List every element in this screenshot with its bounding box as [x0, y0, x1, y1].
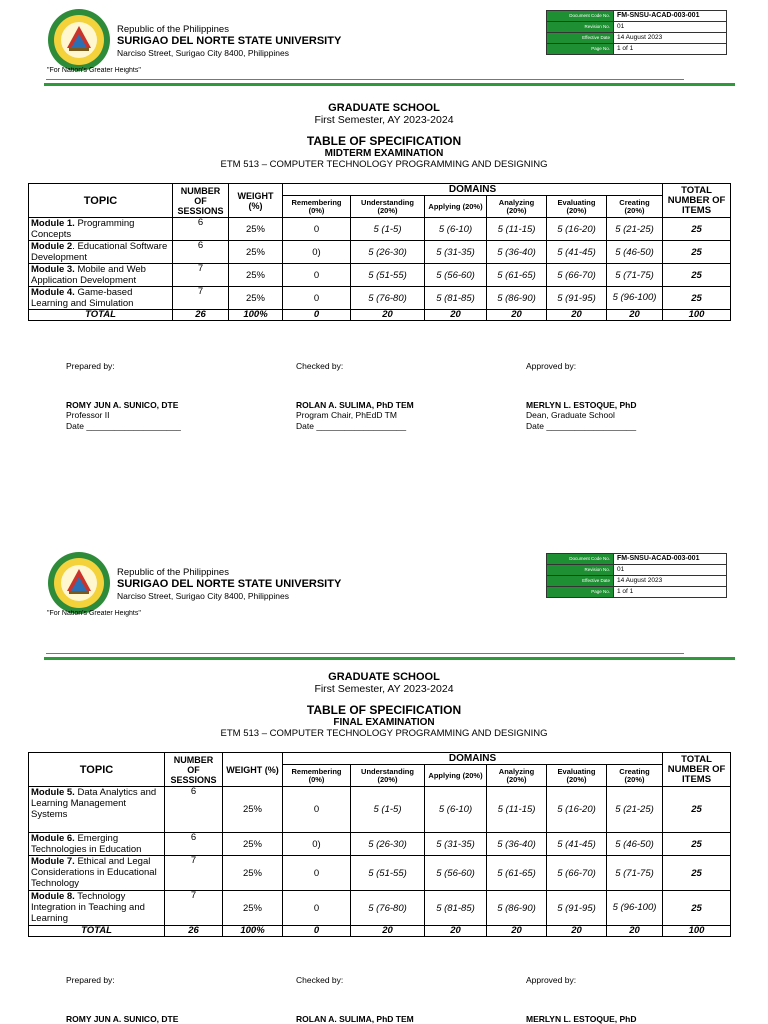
total-applying: 20: [425, 926, 487, 937]
remembering-cell: 0: [283, 287, 351, 310]
remembering-cell: 0: [283, 891, 351, 926]
doc-key: Document Code No.: [547, 554, 614, 565]
doc-key: Page No.: [547, 44, 614, 55]
creating-cell: 5 (21-25): [607, 787, 663, 833]
total-evaluating: 20: [547, 310, 607, 321]
signatory-title: Professor II: [66, 410, 110, 420]
document-info-box: [546, 10, 727, 55]
doc-value: FM-SNSU-ACAD-003-001: [614, 554, 727, 565]
weight-cell: 25%: [229, 218, 283, 241]
analyzing-cell: 5 (36-40): [487, 833, 547, 856]
sessions-cell: 7: [173, 264, 229, 287]
university-name: SURIGAO DEL NORTE STATE UNIVERSITY: [117, 578, 342, 590]
topic-header: TOPIC: [29, 753, 165, 787]
document-titles: [0, 671, 768, 740]
remembering-header: Remembering (0%): [283, 196, 351, 218]
evaluating-cell: 5 (41-45): [547, 833, 607, 856]
analyzing-cell: 5 (11-15): [487, 787, 547, 833]
topic-cell: [29, 856, 165, 891]
understanding-cell: 5 (51-55): [351, 856, 425, 891]
remembering-cell: 0: [283, 787, 351, 833]
applying-cell: 5 (81-85): [425, 891, 487, 926]
signatory-title: Program Chair, PhEdD TM: [296, 410, 397, 420]
university-motto: "For Nation's Greater Heights": [47, 610, 141, 617]
remembering-cell: 0: [283, 218, 351, 241]
signatory-label: Checked by:: [296, 975, 344, 985]
understanding-cell: 5 (26-30): [351, 241, 425, 264]
signatory-label: Approved by:: [526, 361, 577, 371]
evaluating-header: Evaluating (20%): [547, 196, 607, 218]
exam-title: MIDTERM EXAMINATION: [324, 148, 444, 159]
understanding-cell: 5 (51-55): [351, 264, 425, 287]
doc-key: Page No.: [547, 587, 614, 598]
module-label: Module 2: [31, 241, 73, 252]
university-header: [117, 567, 341, 601]
creating-cell: 5 (71-75): [607, 856, 663, 891]
analyzing-cell: 5 (61-65): [487, 856, 547, 891]
midterm-tos-table: [28, 183, 731, 321]
total-label: TOTAL: [29, 926, 165, 937]
weight-cell: 25%: [223, 833, 283, 856]
sessions-cell: 6: [165, 833, 223, 856]
module-topic: Technology Integration in Teaching and Learning: [31, 891, 145, 924]
exam-title: FINAL EXAMINATION: [333, 717, 435, 728]
header-divider: [46, 653, 684, 654]
total-cell: 25: [663, 218, 731, 241]
module-topic: Game-based Learning and Simulation: [31, 287, 134, 309]
signatory-approved: [526, 361, 637, 431]
tos-title: TABLE OF SPECIFICATION: [306, 134, 462, 148]
module-topic: Data Analytics and Learning Management Systems: [31, 787, 157, 820]
university-address: Narciso Street, Surigao City 8400, Philippines: [117, 48, 289, 58]
analyzing-cell: 5 (61-65): [487, 264, 547, 287]
table-row: [29, 787, 731, 833]
doc-key: Revision No.: [547, 565, 614, 576]
weight-cell: 25%: [223, 891, 283, 926]
understanding-cell: 5 (1-5): [351, 787, 425, 833]
module-label: Module 5.: [31, 787, 75, 798]
applying-cell: 5 (6-10): [425, 218, 487, 241]
total-weight: 100%: [229, 310, 283, 321]
header-divider: [46, 79, 684, 80]
sessions-cell: 6: [165, 787, 223, 833]
midterm-page: [0, 0, 768, 480]
table-row: [29, 833, 731, 856]
weight-cell: 25%: [223, 787, 283, 833]
creating-cell: 5 (96-100): [607, 891, 663, 926]
university-motto: "For Nation's Greater Heights": [47, 67, 141, 74]
applying-cell: 5 (56-60): [425, 264, 487, 287]
school-title: GRADUATE SCHOOL: [328, 102, 440, 114]
total-analyzing: 20: [487, 926, 547, 937]
signatory-checked: [296, 361, 414, 431]
final-tos-table: [28, 752, 731, 937]
total-evaluating: 20: [547, 926, 607, 937]
university-header: [117, 24, 341, 58]
module-topic: . Educational Software Development: [31, 241, 168, 263]
remembering-cell: 0: [283, 856, 351, 891]
signatory-name: ROLAN A. SULIMA, PhD TEM: [296, 1013, 414, 1024]
weight-header: WEIGHT (%): [223, 753, 283, 787]
total-cell: 25: [663, 787, 731, 833]
topic-cell: [29, 287, 173, 310]
module-label: Module 6.: [31, 833, 75, 844]
signatory-label: Prepared by:: [66, 975, 115, 985]
doc-key: Effective Date: [547, 576, 614, 587]
weight-cell: 25%: [229, 264, 283, 287]
header-green-rule: [44, 83, 735, 86]
applying-cell: 5 (6-10): [425, 787, 487, 833]
topic-header: TOPIC: [29, 184, 173, 218]
understanding-header: Understanding (20%): [351, 196, 425, 218]
doc-value: 1 of 1: [614, 44, 727, 55]
sessions-cell: 6: [173, 241, 229, 264]
total-remembering: 0: [283, 926, 351, 937]
signatory-label: Checked by:: [296, 361, 344, 371]
document-info-box: [546, 553, 727, 598]
remembering-cell: 0): [283, 833, 351, 856]
remembering-cell: 0: [283, 264, 351, 287]
signatory-name: MERLYN L. ESTOQUE, PhD: [526, 399, 637, 410]
republic-label: Republic of the Philippines: [117, 24, 229, 35]
doc-key: Revision No.: [547, 22, 614, 33]
course-title: ETM 513 – COMPUTER TECHNOLOGY PROGRAMMING AND DESIGNING: [220, 159, 548, 170]
total-applying: 20: [425, 310, 487, 321]
total-remembering: 0: [283, 310, 351, 321]
understanding-cell: 5 (76-80): [351, 287, 425, 310]
evaluating-cell: 5 (66-70): [547, 264, 607, 287]
creating-header: Creating (20%): [607, 765, 663, 787]
analyzing-cell: 5 (86-90): [487, 287, 547, 310]
evaluating-header: Evaluating (20%): [547, 765, 607, 787]
doc-value: 1 of 1: [614, 587, 727, 598]
semester-label: First Semester, AY 2023-2024: [314, 683, 454, 695]
signatory-label: Approved by:: [526, 975, 577, 985]
total-row: [29, 926, 731, 937]
weight-cell: 25%: [223, 856, 283, 891]
total-row: [29, 310, 731, 321]
table-row: [29, 264, 731, 287]
applying-cell: 5 (56-60): [425, 856, 487, 891]
total-items-header: TOTAL NUMBER OF ITEMS: [663, 753, 731, 787]
sessions-cell: 7: [165, 891, 223, 926]
total-label: TOTAL: [29, 310, 173, 321]
creating-cell: 5 (71-75): [607, 264, 663, 287]
analyzing-header: Analyzing (20%): [487, 196, 547, 218]
sessions-cell: 7: [165, 856, 223, 891]
module-label: Module 8.: [31, 891, 75, 902]
understanding-cell: 5 (26-30): [351, 833, 425, 856]
signatory-name: ROMY JUN A. SUNICO, DTE: [66, 399, 179, 410]
total-cell: 25: [663, 833, 731, 856]
evaluating-cell: 5 (41-45): [547, 241, 607, 264]
understanding-cell: 5 (76-80): [351, 891, 425, 926]
topic-cell: [29, 241, 173, 264]
creating-header: Creating (20%): [607, 196, 663, 218]
signatory-label: Prepared by:: [66, 361, 115, 371]
module-topic: Ethical and Legal Considerations in Educational Technology: [31, 856, 157, 889]
weight-cell: 25%: [229, 287, 283, 310]
header-green-rule: [44, 657, 735, 660]
module-label: Module 7.: [31, 856, 75, 867]
doc-value: 01: [614, 22, 727, 33]
signatory-date: Date ___________________: [526, 420, 637, 431]
total-creating: 20: [607, 926, 663, 937]
creating-cell: 5 (46-50): [607, 833, 663, 856]
total-sessions: 26: [165, 926, 223, 937]
university-seal-icon: [47, 551, 111, 615]
doc-value: 14 August 2023: [614, 33, 727, 44]
sessions-header: NUMBER OF SESSIONS: [165, 753, 223, 787]
analyzing-cell: 5 (11-15): [487, 218, 547, 241]
signatory-title: Dean, Graduate School: [526, 410, 615, 420]
university-name: SURIGAO DEL NORTE STATE UNIVERSITY: [117, 35, 342, 47]
evaluating-cell: 5 (66-70): [547, 856, 607, 891]
table-row: [29, 891, 731, 926]
doc-key: Effective Date: [547, 33, 614, 44]
signatory-checked: [296, 975, 414, 1024]
topic-cell: [29, 787, 165, 833]
total-understanding: 20: [351, 926, 425, 937]
sessions-cell: 6: [173, 218, 229, 241]
topic-cell: [29, 218, 173, 241]
total-items: 100: [663, 310, 731, 321]
evaluating-cell: 5 (16-20): [547, 218, 607, 241]
doc-key: Document Code No.: [547, 11, 614, 22]
university-seal-icon: [47, 8, 111, 72]
module-label: Module 4.: [31, 287, 75, 298]
applying-cell: 5 (31-35): [425, 241, 487, 264]
topic-cell: [29, 833, 165, 856]
module-label: Module 3.: [31, 264, 75, 275]
university-address: Narciso Street, Surigao City 8400, Philippines: [117, 591, 289, 601]
domains-header: DOMAINS: [283, 184, 663, 196]
doc-value: 01: [614, 565, 727, 576]
signatory-name: ROLAN A. SULIMA, PhD TEM: [296, 399, 414, 410]
applying-cell: 5 (81-85): [425, 287, 487, 310]
total-understanding: 20: [351, 310, 425, 321]
analyzing-cell: 5 (86-90): [487, 891, 547, 926]
republic-label: Republic of the Philippines: [117, 567, 229, 578]
total-sessions: 26: [173, 310, 229, 321]
total-items-header: TOTAL NUMBER OF ITEMS: [663, 184, 731, 218]
table-row: [29, 287, 731, 310]
analyzing-header: Analyzing (20%): [487, 765, 547, 787]
total-cell: 25: [663, 287, 731, 310]
applying-header: Applying (20%): [425, 765, 487, 787]
module-topic: Emerging Technologies in Education: [31, 833, 142, 855]
weight-header: WEIGHT (%): [229, 184, 283, 218]
creating-cell: 5 (96-100): [607, 287, 663, 310]
understanding-header: Understanding (20%): [351, 765, 425, 787]
total-cell: 25: [663, 856, 731, 891]
weight-cell: 25%: [229, 241, 283, 264]
understanding-cell: 5 (1-5): [351, 218, 425, 241]
topic-cell: [29, 891, 165, 926]
creating-cell: 5 (46-50): [607, 241, 663, 264]
analyzing-cell: 5 (36-40): [487, 241, 547, 264]
signatory-approved: [526, 975, 637, 1024]
remembering-header: Remembering (0%): [283, 765, 351, 787]
total-creating: 20: [607, 310, 663, 321]
document-titles: [0, 102, 768, 171]
table-row: [29, 856, 731, 891]
table-row: [29, 241, 731, 264]
remembering-cell: 0): [283, 241, 351, 264]
signatory-prepared: [66, 975, 178, 1024]
module-topic: Mobile and Web Application Development: [31, 264, 146, 286]
evaluating-cell: 5 (91-95): [547, 891, 607, 926]
total-analyzing: 20: [487, 310, 547, 321]
final-page: [0, 543, 768, 1024]
sessions-header: NUMBER OF SESSIONS: [173, 184, 229, 218]
applying-cell: 5 (31-35): [425, 833, 487, 856]
table-row: [29, 218, 731, 241]
doc-value: FM-SNSU-ACAD-003-001: [614, 11, 727, 22]
sessions-cell: 7: [173, 287, 229, 310]
domains-header: DOMAINS: [283, 753, 663, 765]
total-weight: 100%: [223, 926, 283, 937]
signatory-name: ROMY JUN A. SUNICO, DTE: [66, 1013, 179, 1024]
signatory-date: Date ___________________: [296, 420, 407, 431]
creating-cell: 5 (21-25): [607, 218, 663, 241]
total-cell: 25: [663, 264, 731, 287]
semester-label: First Semester, AY 2023-2024: [314, 114, 454, 126]
evaluating-cell: 5 (16-20): [547, 787, 607, 833]
total-items: 100: [663, 926, 731, 937]
module-topic: Programming Concepts: [31, 218, 135, 240]
signatory-date: Date ____________________: [66, 420, 181, 431]
doc-value: 14 August 2023: [614, 576, 727, 587]
signatory-name: MERLYN L. ESTOQUE, PhD: [526, 1013, 637, 1024]
signatory-prepared: [66, 361, 181, 431]
applying-header: Applying (20%): [425, 196, 487, 218]
topic-cell: [29, 264, 173, 287]
total-cell: 25: [663, 241, 731, 264]
total-cell: 25: [663, 891, 731, 926]
tos-title: TABLE OF SPECIFICATION: [306, 703, 462, 717]
evaluating-cell: 5 (91-95): [547, 287, 607, 310]
module-label: Module 1.: [31, 218, 75, 229]
course-title: ETM 513 – COMPUTER TECHNOLOGY PROGRAMMING AND DESIGNING: [220, 728, 548, 739]
school-title: GRADUATE SCHOOL: [328, 671, 440, 683]
